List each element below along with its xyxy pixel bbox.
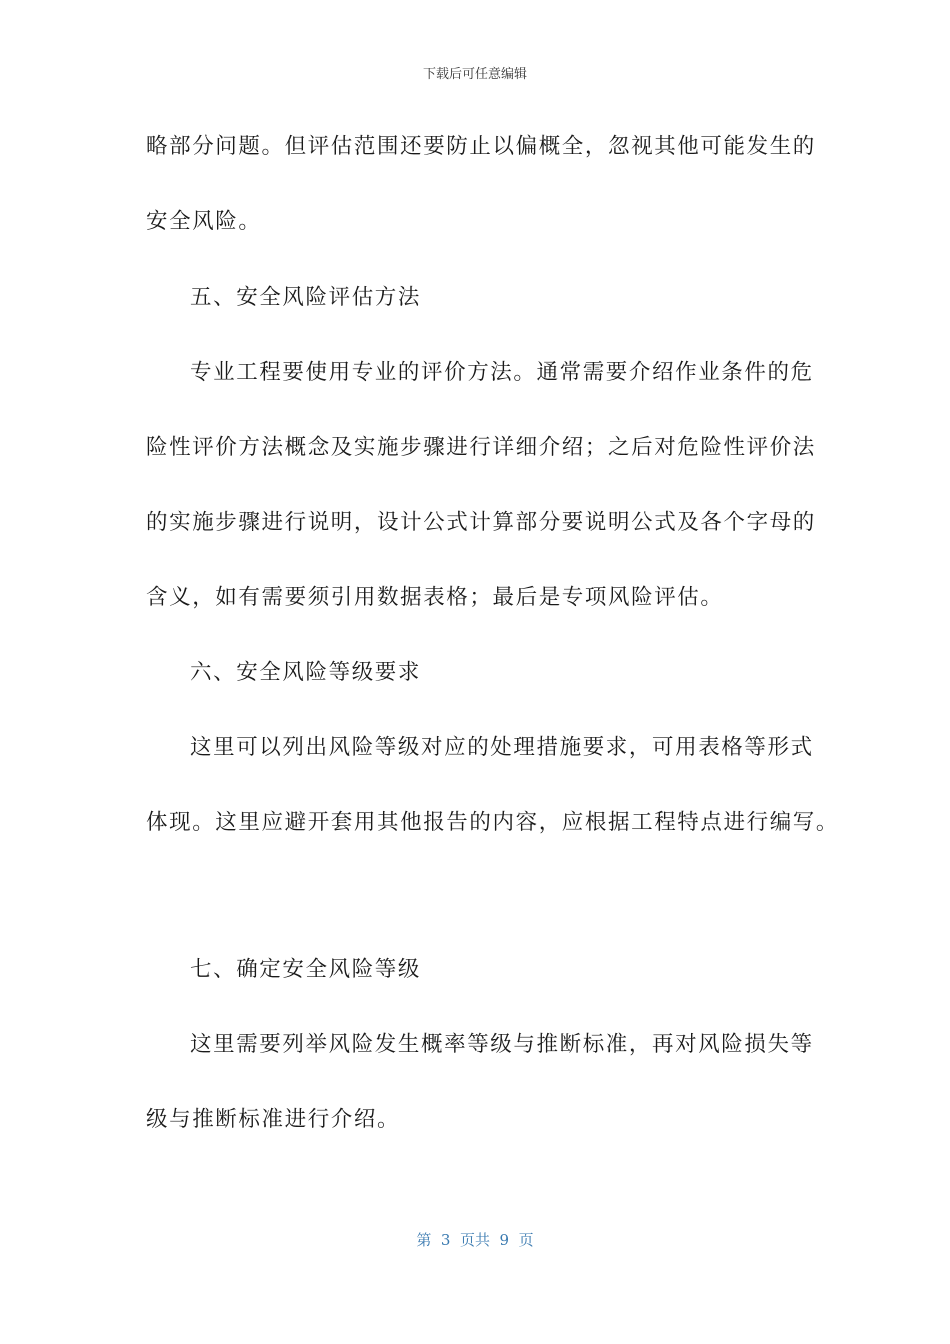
section-heading-7: 七、确定安全风险等级: [190, 957, 422, 982]
page-header: 下载后可任意编辑: [422, 67, 527, 82]
body-line: 体现。这里应避开套用其他报告的内容，应根据工程特点进行编写。: [146, 810, 840, 835]
body-line: 安全风险。: [146, 209, 262, 234]
body-line: 的实施步骤进行说明，设计公式计算部分要说明公式及各个字母的: [146, 510, 816, 535]
section-heading-5: 五、安全风险评估方法: [190, 285, 422, 310]
body-line: 含义，如有需要须引用数据表格；最后是专项风险评估。: [146, 585, 724, 610]
body-line: 略部分问题。但评估范围还要防止以偏概全，忽视其他可能发生的: [146, 134, 816, 159]
body-line: 这里可以列出风险等级对应的处理措施要求，可用表格等形式: [190, 735, 814, 760]
body-line: 专业工程要使用专业的评价方法。通常需要介绍作业条件的危: [190, 360, 814, 385]
body-line: 级与推断标准进行介绍。: [146, 1107, 401, 1132]
body-line: 这里需要列举风险发生概率等级与推断标准，再对风险损失等: [190, 1032, 814, 1057]
page-number-footer: 第 3 页共 9 页: [416, 1231, 534, 1249]
section-heading-6: 六、安全风险等级要求: [190, 660, 422, 685]
body-line: 险性评价方法概念及实施步骤进行详细介绍；之后对危险性评价法: [146, 435, 816, 460]
